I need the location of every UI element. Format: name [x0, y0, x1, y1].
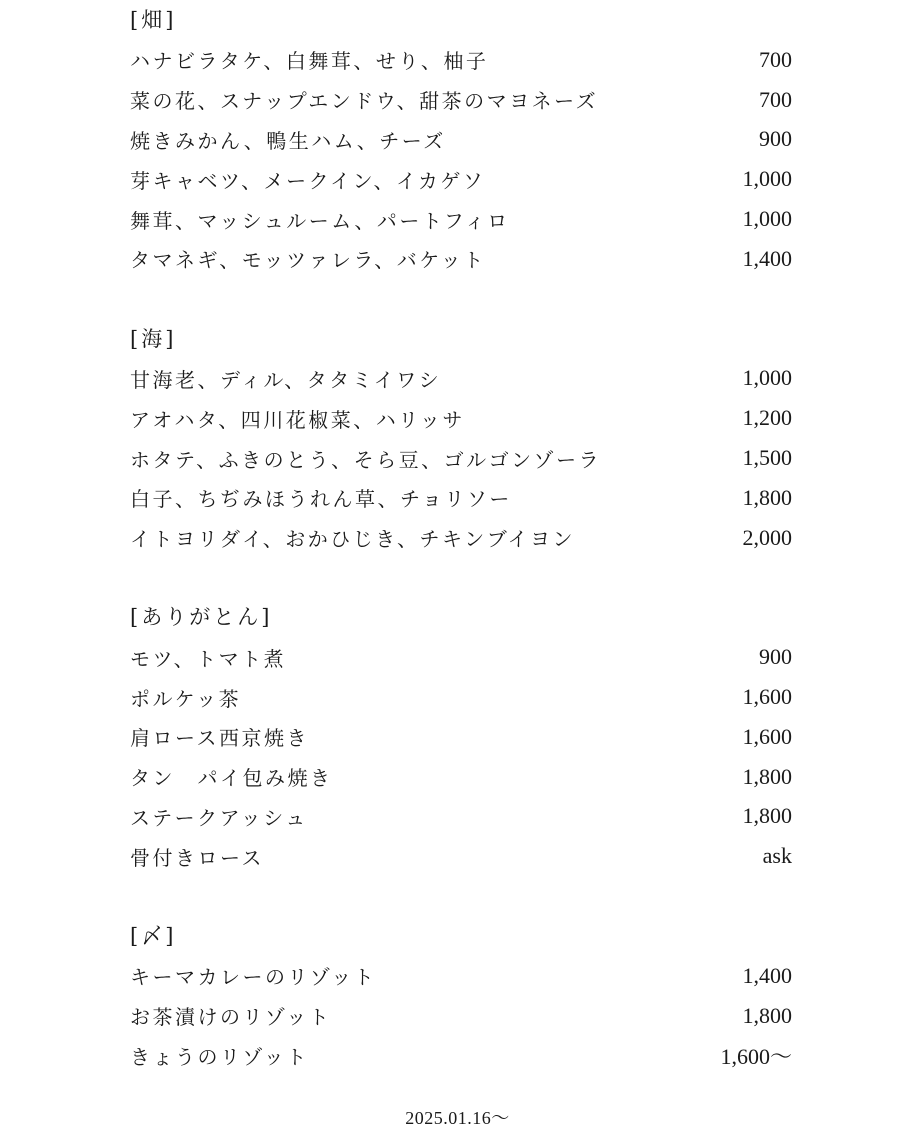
item-price: 1,400 — [742, 962, 792, 988]
item-price: 1,200 — [742, 405, 792, 431]
section-umi — [130, 319, 792, 558]
item-price: 2,000 — [742, 524, 792, 550]
item-name: 芽キャベツ、メークイン、イカゲソ — [130, 168, 486, 193]
item-price: 1,400 — [742, 245, 792, 271]
section-arigaton — [130, 597, 792, 876]
item-price: 1,800 — [742, 803, 792, 829]
item-name: アオハタ、四川花椒菜、ハリッサ — [130, 407, 465, 432]
menu-item — [130, 478, 792, 518]
item-name: 甘海老、ディル、タタミイワシ — [130, 367, 442, 392]
item-name: キーマカレーのリゾット — [130, 965, 377, 990]
menu — [130, 0, 792, 1075]
section-title: [〆] — [130, 923, 177, 948]
section-hatake — [130, 0, 792, 279]
item-price: 1,600〜 — [720, 1043, 792, 1069]
menu-item — [130, 398, 792, 438]
item-price: 1,000 — [742, 206, 792, 232]
item-price: ask — [762, 843, 792, 869]
section-gap — [130, 876, 792, 916]
item-price: 1,000 — [742, 365, 792, 391]
item-name: ポルケッ茶 — [130, 686, 242, 711]
menu-item — [130, 40, 792, 80]
section-title: [海] — [130, 326, 177, 351]
menu-item — [130, 518, 792, 558]
menu-item — [130, 797, 792, 837]
item-price: 1,800 — [742, 1002, 792, 1028]
item-name: ホタテ、ふきのとう、そら豆、ゴルゴンゾーラ — [130, 447, 602, 472]
section-title: [畑] — [130, 8, 177, 32]
section-title: [ありがとん] — [130, 605, 273, 630]
item-name: モツ、トマト煮 — [130, 646, 287, 671]
menu-item — [130, 757, 792, 797]
menu-item — [130, 159, 792, 199]
menu-date: 2025.01.16〜 — [405, 1108, 510, 1128]
item-price: 700 — [759, 46, 792, 72]
menu-item — [130, 438, 792, 478]
item-name: 舞茸、マッシュルーム、パートフィロ — [130, 208, 510, 233]
item-name: ハナビラタケ、白舞茸、せり、柚子 — [130, 49, 489, 74]
item-name: 肩ロース西京焼き — [130, 726, 309, 751]
menu-item — [130, 996, 792, 1036]
menu-item — [130, 836, 792, 876]
item-price: 900 — [759, 644, 792, 670]
item-name: 焼きみかん、鴨生ハム、チーズ — [130, 128, 446, 153]
item-price: 1,800 — [742, 484, 792, 510]
item-price: 1,500 — [742, 445, 792, 471]
item-name: 骨付きロース — [130, 845, 264, 870]
item-name: 白子、ちぢみほうれん草、チョリソー — [130, 487, 512, 512]
item-name: タン パイ包み焼き — [130, 766, 333, 791]
menu-item — [130, 120, 792, 160]
menu-item — [130, 1036, 792, 1076]
item-price: 900 — [759, 126, 792, 152]
item-price: 1,600 — [742, 684, 792, 710]
menu-item — [130, 199, 792, 239]
menu-item — [130, 359, 792, 399]
item-price: 1,800 — [742, 763, 792, 789]
item-name: ステークアッシュ — [130, 805, 308, 830]
item-name: お茶漬けのリゾット — [130, 1005, 332, 1030]
item-name: 菜の花、スナップエンドウ、甜茶のマヨネーズ — [130, 89, 599, 114]
item-price: 700 — [759, 86, 792, 112]
item-price: 1,000 — [742, 166, 792, 192]
item-name: イトヨリダイ、おかひじき、チキンブイヨン — [130, 527, 575, 552]
item-price: 1,600 — [742, 723, 792, 749]
menu-item — [130, 637, 792, 677]
menu-item — [130, 239, 792, 279]
section-shime — [130, 916, 792, 1075]
menu-item — [130, 956, 792, 996]
menu-item — [130, 80, 792, 120]
item-name: タマネギ、モッツァレラ、バケット — [130, 248, 486, 273]
section-gap — [130, 279, 792, 319]
menu-item — [130, 717, 792, 757]
section-gap — [130, 558, 792, 598]
item-name: きょうのリゾット — [130, 1044, 309, 1069]
menu-item — [130, 677, 792, 717]
